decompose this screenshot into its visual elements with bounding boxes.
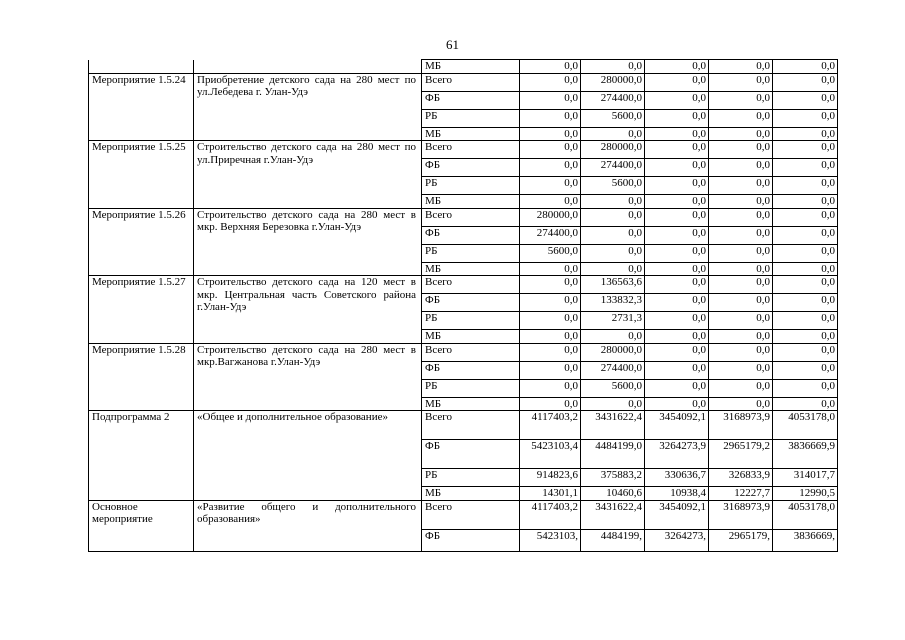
funding-source-cell: РБ xyxy=(422,469,520,487)
amount-cell-year-1: 5423103, xyxy=(520,529,581,551)
amount-cell-year-2: 10460,6 xyxy=(581,487,645,501)
funding-source-cell: ФБ xyxy=(422,294,520,312)
amount-cell-year-3: 0,0 xyxy=(645,343,709,361)
amount-cell-year-2: 2731,3 xyxy=(581,312,645,330)
measure-description: Строительство детского сада на 280 мест в мкр. Верхняя Березовка г.Улан-Удэ xyxy=(197,208,416,233)
amount-cell-year-4: 0,0 xyxy=(709,361,773,379)
amount-cell-year-5: 0,0 xyxy=(773,109,838,127)
table-row xyxy=(89,276,838,294)
amount-cell-year-2: 0,0 xyxy=(581,330,645,344)
measure-label: Мероприятие 1.5.25 xyxy=(92,141,186,153)
amount-cell-year-2: 136563,6 xyxy=(581,276,645,294)
funding-source-cell: РБ xyxy=(422,109,520,127)
row-description-cell xyxy=(194,411,422,501)
funding-source-cell: ФБ xyxy=(422,159,520,177)
measure-label: Мероприятие 1.5.27 xyxy=(92,276,186,288)
funding-source-cell: Всего xyxy=(422,208,520,226)
amount-cell-year-1: 0,0 xyxy=(520,262,581,276)
amount-cell-year-2: 0,0 xyxy=(581,397,645,411)
amount-cell-year-5: 4053178,0 xyxy=(773,411,838,440)
amount-cell-year-4: 2965179,2 xyxy=(709,440,773,469)
amount-cell-year-5: 0,0 xyxy=(773,379,838,397)
funding-source-cell: ФБ xyxy=(422,226,520,244)
amount-cell-year-3: 0,0 xyxy=(645,195,709,209)
row-label-cell xyxy=(89,73,194,141)
amount-cell-year-1: 5423103,4 xyxy=(520,440,581,469)
funding-source-cell: Всего xyxy=(422,411,520,440)
funding-source-cell: РБ xyxy=(422,312,520,330)
amount-cell-year-5: 3836669, xyxy=(773,529,838,551)
amount-cell-year-3: 0,0 xyxy=(645,330,709,344)
funding-source-cell: Всего xyxy=(422,276,520,294)
amount-cell-year-3: 0,0 xyxy=(645,397,709,411)
amount-cell-year-4: 0,0 xyxy=(709,109,773,127)
funding-source-cell: Всего xyxy=(422,73,520,91)
amount-cell-year-2: 0,0 xyxy=(581,244,645,262)
amount-cell-year-4: 0,0 xyxy=(709,294,773,312)
page-number: 61 xyxy=(446,37,459,52)
amount-cell-year-5: 314017,7 xyxy=(773,469,838,487)
amount-cell-year-2: 274400,0 xyxy=(581,159,645,177)
amount-cell-year-5: 0,0 xyxy=(773,226,838,244)
amount-cell-year-1: 0,0 xyxy=(520,276,581,294)
amount-cell-year-2: 280000,0 xyxy=(581,141,645,159)
amount-cell-year-2: 0,0 xyxy=(581,60,645,74)
amount-cell-year-4: 0,0 xyxy=(709,127,773,141)
amount-cell-year-1: 0,0 xyxy=(520,127,581,141)
amount-cell-year-5: 0,0 xyxy=(773,361,838,379)
amount-cell-year-4: 0,0 xyxy=(709,330,773,344)
funding-source-cell: ФБ xyxy=(422,361,520,379)
amount-cell-year-1: 0,0 xyxy=(520,159,581,177)
funding-source-cell: РБ xyxy=(422,244,520,262)
amount-cell-year-1: 280000,0 xyxy=(520,208,581,226)
amount-cell-year-4: 0,0 xyxy=(709,226,773,244)
amount-cell-year-5: 4053178,0 xyxy=(773,500,838,529)
amount-cell-year-1: 0,0 xyxy=(520,91,581,109)
measure-label: Подпрограмма 2 xyxy=(92,411,170,423)
amount-cell-year-3: 0,0 xyxy=(645,127,709,141)
amount-cell-year-4: 0,0 xyxy=(709,141,773,159)
amount-cell-year-5: 0,0 xyxy=(773,330,838,344)
measure-description: Строительство детского сада на 280 мест в мкр.Вагжанова г.Улан-Удэ xyxy=(197,343,416,368)
amount-cell-year-3: 0,0 xyxy=(645,276,709,294)
funding-source-cell: МБ xyxy=(422,127,520,141)
row-label-cell xyxy=(89,343,194,411)
amount-cell-year-5: 0,0 xyxy=(773,141,838,159)
funding-source-cell: МБ xyxy=(422,330,520,344)
row-description-cell xyxy=(194,500,422,551)
amount-cell-year-2: 3431622,4 xyxy=(581,411,645,440)
amount-cell-year-4: 0,0 xyxy=(709,397,773,411)
amount-cell-year-5: 0,0 xyxy=(773,276,838,294)
amount-cell-year-4: 0,0 xyxy=(709,262,773,276)
table-row xyxy=(89,411,838,440)
funding-source-cell: ФБ xyxy=(422,91,520,109)
amount-cell-year-5: 12990,5 xyxy=(773,487,838,501)
funding-source-cell: МБ xyxy=(422,60,520,74)
amount-cell-year-3: 0,0 xyxy=(645,60,709,74)
amount-cell-year-5: 0,0 xyxy=(773,177,838,195)
amount-cell-year-4: 0,0 xyxy=(709,159,773,177)
amount-cell-year-5: 0,0 xyxy=(773,91,838,109)
measure-description: Приобретение детского сада на 280 мест по ул.Лебедева г. Улан-Удэ xyxy=(197,73,416,98)
row-description-cell xyxy=(194,73,422,141)
amount-cell-year-5: 0,0 xyxy=(773,262,838,276)
amount-cell-year-2: 5600,0 xyxy=(581,177,645,195)
amount-cell-year-2: 274400,0 xyxy=(581,361,645,379)
funding-source-cell: Всего xyxy=(422,500,520,529)
amount-cell-year-1: 4117403,2 xyxy=(520,411,581,440)
amount-cell-year-1: 0,0 xyxy=(520,60,581,74)
measure-description: «Общее и дополнительное образование» xyxy=(197,411,388,423)
table-row xyxy=(89,73,838,91)
amount-cell-year-1: 0,0 xyxy=(520,177,581,195)
measure-label: Основное мероприятие xyxy=(92,500,153,525)
funding-source-cell: ФБ xyxy=(422,529,520,551)
funding-source-cell: Всего xyxy=(422,343,520,361)
amount-cell-year-1: 4117403,2 xyxy=(520,500,581,529)
measure-description: Строительство детского сада на 120 мест в мкр. Центральная часть Советского района г.Улан-Удэ xyxy=(197,276,416,313)
amount-cell-year-1: 0,0 xyxy=(520,343,581,361)
row-label-cell xyxy=(89,208,194,276)
amount-cell-year-4: 0,0 xyxy=(709,60,773,74)
amount-cell-year-4: 0,0 xyxy=(709,91,773,109)
amount-cell-year-1: 0,0 xyxy=(520,294,581,312)
row-label-cell xyxy=(89,276,194,344)
amount-cell-year-1: 0,0 xyxy=(520,397,581,411)
amount-cell-year-4: 0,0 xyxy=(709,312,773,330)
table-row xyxy=(89,500,838,529)
amount-cell-year-2: 280000,0 xyxy=(581,73,645,91)
table-row xyxy=(89,141,838,159)
amount-cell-year-1: 0,0 xyxy=(520,312,581,330)
row-label-cell xyxy=(89,60,194,74)
amount-cell-year-4: 0,0 xyxy=(709,379,773,397)
amount-cell-year-2: 4484199,0 xyxy=(581,440,645,469)
amount-cell-year-1: 914823,6 xyxy=(520,469,581,487)
funding-source-cell: МБ xyxy=(422,487,520,501)
amount-cell-year-1: 0,0 xyxy=(520,379,581,397)
measure-label: Мероприятие 1.5.28 xyxy=(92,343,186,356)
amount-cell-year-5: 0,0 xyxy=(773,159,838,177)
amount-cell-year-1: 0,0 xyxy=(520,109,581,127)
amount-cell-year-3: 0,0 xyxy=(645,312,709,330)
amount-cell-year-3: 0,0 xyxy=(645,91,709,109)
measure-label: Мероприятие 1.5.24 xyxy=(92,73,186,86)
amount-cell-year-1: 0,0 xyxy=(520,361,581,379)
funding-source-cell: РБ xyxy=(422,379,520,397)
amount-cell-year-3: 0,0 xyxy=(645,226,709,244)
amount-cell-year-5: 0,0 xyxy=(773,343,838,361)
amount-cell-year-3: 0,0 xyxy=(645,141,709,159)
amount-cell-year-5: 0,0 xyxy=(773,294,838,312)
amount-cell-year-3: 0,0 xyxy=(645,159,709,177)
amount-cell-year-3: 0,0 xyxy=(645,262,709,276)
amount-cell-year-5: 0,0 xyxy=(773,397,838,411)
amount-cell-year-2: 274400,0 xyxy=(581,91,645,109)
amount-cell-year-1: 0,0 xyxy=(520,330,581,344)
amount-cell-year-3: 330636,7 xyxy=(645,469,709,487)
amount-cell-year-4: 0,0 xyxy=(709,343,773,361)
measure-description: «Развитие общего и дополнительного образования» xyxy=(197,500,416,525)
funding-source-cell: МБ xyxy=(422,397,520,411)
funding-source-cell: ФБ xyxy=(422,440,520,469)
amount-cell-year-2: 0,0 xyxy=(581,208,645,226)
amount-cell-year-4: 3168973,9 xyxy=(709,500,773,529)
amount-cell-year-3: 0,0 xyxy=(645,177,709,195)
funding-source-cell: РБ xyxy=(422,177,520,195)
row-description-cell xyxy=(194,276,422,344)
amount-cell-year-2: 133832,3 xyxy=(581,294,645,312)
row-description-cell xyxy=(194,141,422,209)
funding-source-cell: МБ xyxy=(422,262,520,276)
amount-cell-year-4: 0,0 xyxy=(709,177,773,195)
amount-cell-year-4: 0,0 xyxy=(709,276,773,294)
amount-cell-year-3: 10938,4 xyxy=(645,487,709,501)
amount-cell-year-3: 3264273,9 xyxy=(645,440,709,469)
amount-cell-year-2: 3431622,4 xyxy=(581,500,645,529)
amount-cell-year-3: 0,0 xyxy=(645,244,709,262)
amount-cell-year-4: 2965179, xyxy=(709,529,773,551)
amount-cell-year-1: 0,0 xyxy=(520,141,581,159)
amount-cell-year-4: 0,0 xyxy=(709,73,773,91)
amount-cell-year-3: 3454092,1 xyxy=(645,411,709,440)
amount-cell-year-4: 0,0 xyxy=(709,208,773,226)
measure-description: Строительство детского сада на 280 мест по ул.Приречная г.Улан-Удэ xyxy=(197,141,416,166)
row-label-cell xyxy=(89,141,194,209)
amount-cell-year-5: 0,0 xyxy=(773,127,838,141)
amount-cell-year-5: 0,0 xyxy=(773,73,838,91)
amount-cell-year-2: 0,0 xyxy=(581,226,645,244)
amount-cell-year-2: 5600,0 xyxy=(581,109,645,127)
amount-cell-year-2: 0,0 xyxy=(581,195,645,209)
amount-cell-year-5: 0,0 xyxy=(773,208,838,226)
amount-cell-year-2: 280000,0 xyxy=(581,343,645,361)
table-row xyxy=(89,60,838,74)
amount-cell-year-5: 0,0 xyxy=(773,312,838,330)
amount-cell-year-2: 5600,0 xyxy=(581,379,645,397)
row-description-cell xyxy=(194,208,422,276)
amount-cell-year-2: 375883,2 xyxy=(581,469,645,487)
amount-cell-year-2: 0,0 xyxy=(581,262,645,276)
row-label-cell xyxy=(89,500,194,551)
amount-cell-year-4: 3168973,9 xyxy=(709,411,773,440)
amount-cell-year-5: 3836669,9 xyxy=(773,440,838,469)
amount-cell-year-3: 0,0 xyxy=(645,73,709,91)
funding-source-cell: Всего xyxy=(422,141,520,159)
amount-cell-year-1: 0,0 xyxy=(520,195,581,209)
table-row xyxy=(89,343,838,361)
row-description-cell xyxy=(194,343,422,411)
measure-label: Мероприятие 1.5.26 xyxy=(92,208,186,221)
amount-cell-year-2: 4484199, xyxy=(581,529,645,551)
amount-cell-year-4: 326833,9 xyxy=(709,469,773,487)
amount-cell-year-5: 0,0 xyxy=(773,195,838,209)
table-row xyxy=(89,208,838,226)
amount-cell-year-4: 0,0 xyxy=(709,244,773,262)
amount-cell-year-1: 5600,0 xyxy=(520,244,581,262)
amount-cell-year-1: 274400,0 xyxy=(520,226,581,244)
amount-cell-year-3: 3454092,1 xyxy=(645,500,709,529)
amount-cell-year-3: 0,0 xyxy=(645,294,709,312)
amount-cell-year-4: 12227,7 xyxy=(709,487,773,501)
row-description-cell xyxy=(194,60,422,74)
amount-cell-year-3: 0,0 xyxy=(645,379,709,397)
amount-cell-year-4: 0,0 xyxy=(709,195,773,209)
amount-cell-year-1: 0,0 xyxy=(520,73,581,91)
amount-cell-year-5: 0,0 xyxy=(773,60,838,74)
amount-cell-year-3: 0,0 xyxy=(645,361,709,379)
amount-cell-year-3: 3264273, xyxy=(645,529,709,551)
amount-cell-year-1: 14301,1 xyxy=(520,487,581,501)
budget-table xyxy=(88,59,838,552)
row-label-cell xyxy=(89,411,194,501)
amount-cell-year-2: 0,0 xyxy=(581,127,645,141)
amount-cell-year-3: 0,0 xyxy=(645,208,709,226)
amount-cell-year-5: 0,0 xyxy=(773,244,838,262)
amount-cell-year-3: 0,0 xyxy=(645,109,709,127)
funding-source-cell: МБ xyxy=(422,195,520,209)
